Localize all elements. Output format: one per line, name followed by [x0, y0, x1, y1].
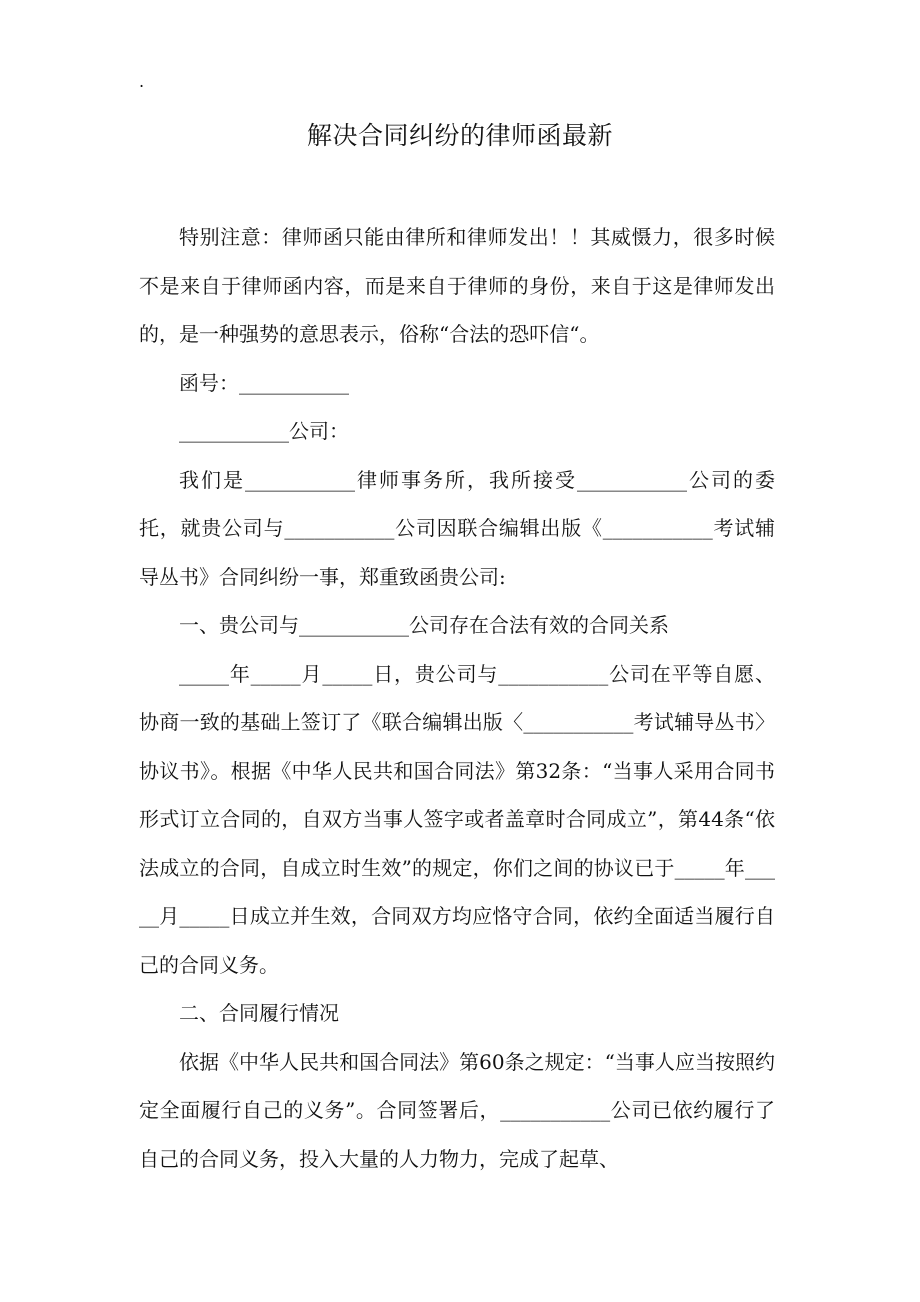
section-1-paragraph: _____年_____月_____日，贵公司与___________公司在平等自愿、协商一致的基础上签订了《联合编辑出版〈___________考试辅导丛书〉协议书》。根据《中华人民共和国合同法》第32条：“当事人采用合同书形式订立合同的，自双方当事人签字或者盖章时合同成立”，第44条“依法成立的合同，自成立时生效”的规定，你们之间的协议已于_____年_____月_____日成立并生效，合同双方均应恪守合同，依约全面适当履行自己的合同义务。: [139, 661, 775, 977]
section-heading-2: 二、合同履行情况: [179, 1001, 339, 1025]
section-2-paragraph: 依据《中华人民共和国合同法》第60条之规定：“当事人应当按照约定全面履行自己的义务”。合同签署后，___________公司已依约履行了自己的合同义务，投入大量的人力物力，完成了起草、: [139, 1049, 775, 1171]
header-dot: .: [139, 72, 145, 91]
recipient-line: ___________公司：: [179, 419, 349, 443]
letter-number: 函号：___________: [179, 370, 349, 395]
document-title: 解决合同纠纷的律师函最新: [306, 121, 613, 150]
notice-paragraph: 特别注意：律师函只能由律所和律师发出！！其威慑力，很多时候不是来自于律师函内容，而是来自于律师的身份，来自于这是律师发出的，是一种强势的意思表示，俗称“合法的恐吓信“。: [139, 225, 775, 346]
document-body: [139, 213, 775, 1183]
section-heading-1: 一、贵公司与___________公司存在合法有效的合同关系: [179, 613, 669, 637]
intro-paragraph: 我们是___________律师事务所，我所接受___________公司的委托，就贵公司与___________公司因联合编辑出版《___________考试辅导丛书》合同纠纷一事，郑重致函贵公司:: [139, 467, 775, 589]
